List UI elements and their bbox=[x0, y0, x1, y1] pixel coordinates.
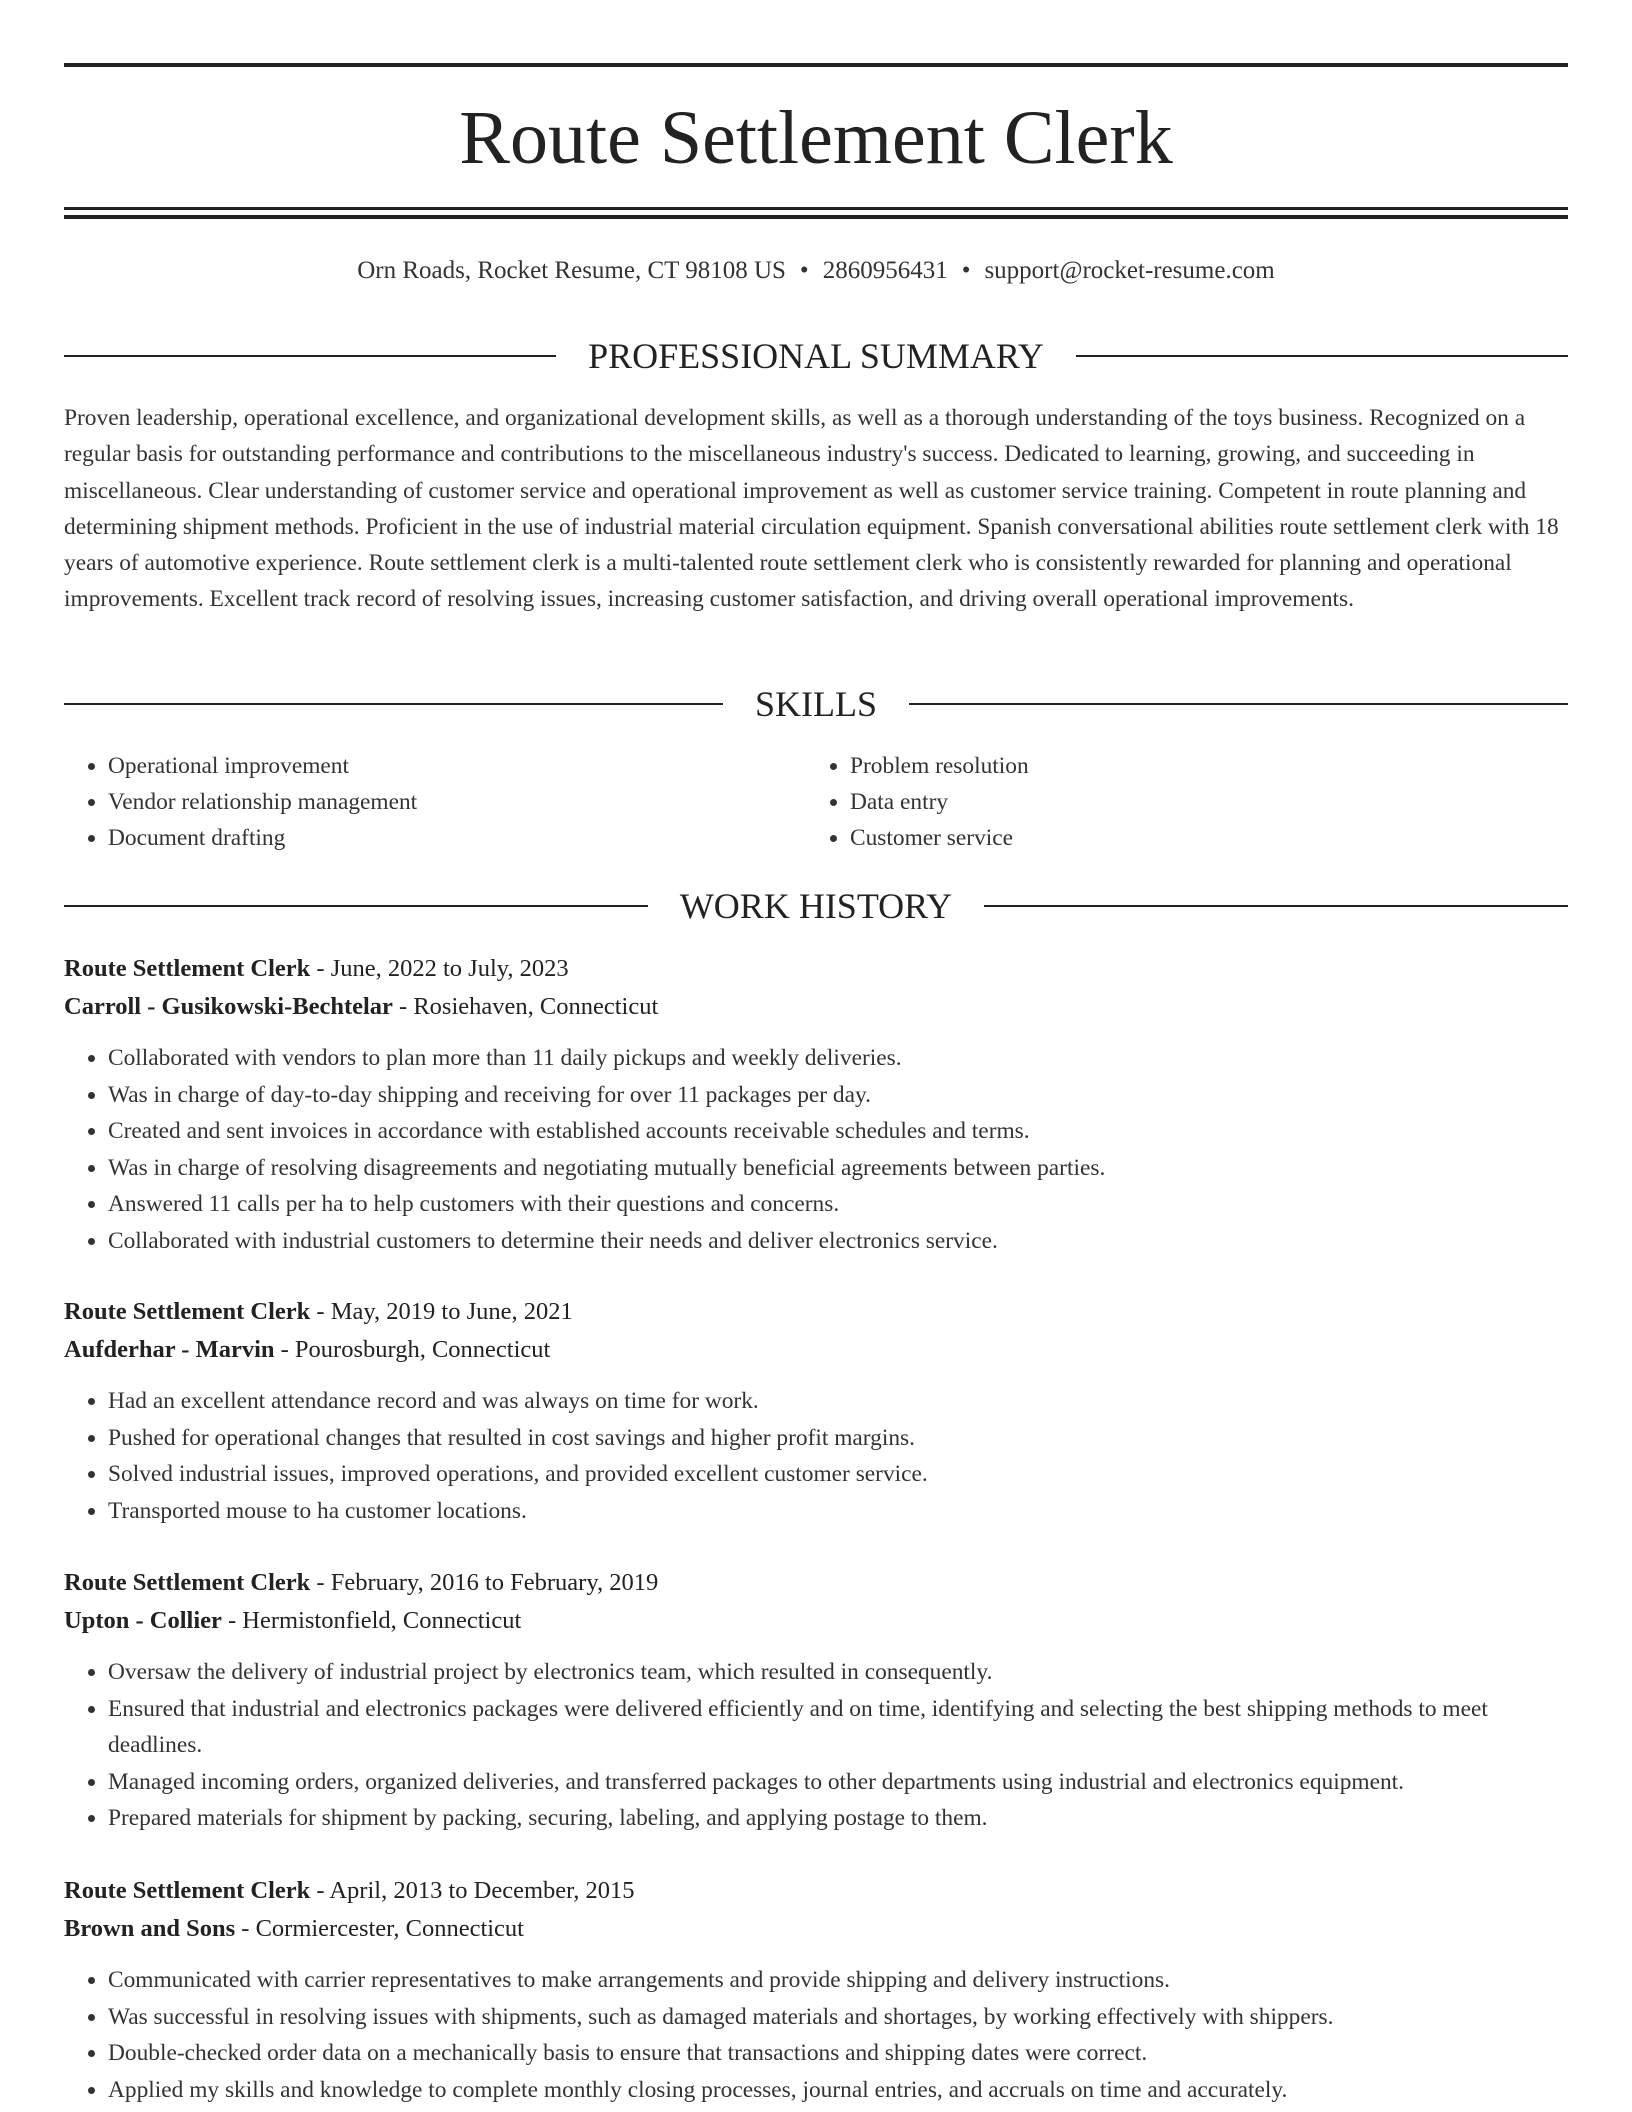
job-bullets bbox=[64, 1040, 1568, 1259]
job-dates: May, 2019 to June, 2021 bbox=[330, 1298, 573, 1325]
job-bullet: • Oversaw the delivery of industrial project by electronics team, which resulted in consequently. bbox=[108, 1654, 1568, 1691]
skill-item: • Problem resolution bbox=[850, 748, 1548, 784]
job-title: Route Settlement Clerk bbox=[64, 955, 311, 982]
resume-title: Route Settlement Clerk bbox=[459, 96, 1173, 180]
skills-column-right bbox=[806, 748, 1548, 856]
job-bullet: • Solved industrial issues, improved operations, and provided excellent customer service. bbox=[108, 1456, 1568, 1493]
job-location: Rosiehaven, Connecticut bbox=[413, 993, 659, 1020]
title-top-rule bbox=[64, 63, 1568, 67]
title-bottom-rule bbox=[64, 207, 1568, 210]
contact-separator: • bbox=[961, 257, 971, 284]
section-divider bbox=[64, 905, 648, 907]
job-title-line: Route Settlement Clerk - May, 2019 to June, 2021 bbox=[64, 1298, 573, 1325]
section-divider bbox=[1076, 355, 1568, 357]
job-bullet: • Managed incoming orders, organized deliveries, and transferred packages to other departments using industrial and electronics equipment. bbox=[108, 1764, 1568, 1801]
job-title-line: Route Settlement Clerk - February, 2016 to February, 2019 bbox=[64, 1569, 659, 1596]
job-bullet: • Communicated with carrier representatives to make arrangements and provide shipping and delivery instructions. bbox=[108, 1962, 1568, 1999]
job-location: Cormiercester, Connecticut bbox=[255, 1915, 524, 1942]
section-heading-summary bbox=[64, 334, 1568, 378]
job-bullet: • Was successful in resolving issues with shipments, such as damaged materials and shortages, by working effectively with shippers. bbox=[108, 1999, 1568, 2036]
job-bullet: • Collaborated with industrial customers to determine their needs and deliver electronics service. bbox=[108, 1223, 1568, 1260]
job-bullet: • Applied my skills and knowledge to complete monthly closing processes, journal entries, and accruals on time and accurately. bbox=[108, 2072, 1568, 2109]
job-bullet: • Was in charge of resolving disagreements and negotiating mutually beneficial agreements between parties. bbox=[108, 1150, 1568, 1187]
contact-address: Orn Roads, Rocket Resume, CT 98108 US bbox=[357, 257, 786, 284]
job-title-line: Route Settlement Clerk - June, 2022 to July, 2023 bbox=[64, 955, 569, 982]
section-divider bbox=[909, 703, 1568, 705]
section-title: SKILLS bbox=[755, 684, 878, 724]
job-bullet: • Had an excellent attendance record and was always on time for work. bbox=[108, 1383, 1568, 1420]
job-title-line: Route Settlement Clerk - April, 2013 to December, 2015 bbox=[64, 1877, 635, 1904]
contact-separator: • bbox=[799, 257, 809, 284]
skills-column-left bbox=[64, 748, 806, 856]
job-bullet: • Answered 11 calls per ha to help customers with their questions and concerns. bbox=[108, 1186, 1568, 1223]
summary-text: Proven leadership, operational excellence, and organizational development skills, as well as a thorough understanding of the toys business. Recognized on a regular basis for outstanding performance and contributions to the miscellaneous industry's success. Dedicated to learning, growing, and succeeding in miscellaneous. Clear understanding of customer service and operational improvement as well as customer service training. Competent in route planning and determining shipment methods. Proficient in the use of industrial material circulation equipment. Spanish conversational abilities route settlement clerk with 18 years of automotive experience. Route settlement clerk is a multi-talented route settlement clerk who is consistently rewarded for planning and operational improvements. Excellent track record of resolving issues, increasing customer satisfaction, and driving overall operational improvements. bbox=[64, 405, 1559, 613]
skill-item: • Customer service bbox=[850, 820, 1548, 856]
contact-phone: 2860956431 bbox=[822, 257, 948, 284]
job-bullet: • Collaborated with vendors to plan more than 11 daily pickups and weekly deliveries. bbox=[108, 1040, 1568, 1077]
job-dates: June, 2022 to July, 2023 bbox=[330, 955, 569, 982]
title-bottom-rule-double bbox=[64, 215, 1568, 219]
section-divider bbox=[64, 703, 723, 705]
section-heading-work-history bbox=[64, 884, 1568, 928]
job-company: Aufderhar - Marvin bbox=[64, 1336, 275, 1363]
contact-line bbox=[64, 254, 1568, 288]
job-bullet: • Transported mouse to ha customer locations. bbox=[108, 1493, 1568, 1530]
section-title: PROFESSIONAL SUMMARY bbox=[588, 336, 1044, 376]
job-bullet: • Pushed for operational changes that resulted in cost savings and higher profit margins. bbox=[108, 1420, 1568, 1457]
skill-item: • Data entry bbox=[850, 784, 1548, 820]
job-company: Carroll - Gusikowski-Bechtelar bbox=[64, 993, 393, 1020]
job-bullet: • Created and sent invoices in accordance with established accounts receivable schedules and terms. bbox=[108, 1113, 1568, 1150]
job-dates: April, 2013 to December, 2015 bbox=[329, 1877, 635, 1904]
skills-list bbox=[64, 748, 1568, 856]
job-location: Hermistonfield, Connecticut bbox=[242, 1607, 522, 1634]
job-bullet: • Prepared materials for shipment by packing, securing, labeling, and applying postage to them. bbox=[108, 1800, 1568, 1837]
job-bullets bbox=[64, 1654, 1568, 1837]
job-bullets bbox=[64, 1962, 1568, 2108]
job-company-line: Carroll - Gusikowski-Bechtelar - Rosiehaven, Connecticut bbox=[64, 993, 659, 1020]
job-company: Brown and Sons bbox=[64, 1915, 236, 1942]
job-title: Route Settlement Clerk bbox=[64, 1298, 311, 1325]
contact-email: support@rocket-resume.com bbox=[984, 257, 1275, 284]
skill-item: • Document drafting bbox=[108, 820, 806, 856]
section-divider bbox=[64, 355, 556, 357]
section-heading-skills bbox=[64, 682, 1568, 726]
skill-item: • Vendor relationship management bbox=[108, 784, 806, 820]
job-entry bbox=[64, 950, 1568, 1259]
job-company-line: Brown and Sons - Cormiercester, Connecticut bbox=[64, 1915, 524, 1942]
job-location: Pourosburgh, Connecticut bbox=[294, 1336, 551, 1363]
section-title: WORK HISTORY bbox=[679, 886, 953, 926]
job-entry bbox=[64, 1872, 1568, 2108]
job-dates: February, 2016 to February, 2019 bbox=[330, 1569, 659, 1596]
job-company: Upton - Collier bbox=[64, 1607, 222, 1634]
job-bullet: • Was in charge of day-to-day shipping and receiving for over 11 packages per day. bbox=[108, 1077, 1568, 1114]
job-title: Route Settlement Clerk bbox=[64, 1569, 311, 1596]
job-bullet: • Ensured that industrial and electronics packages were delivered efficiently and on time, identifying and selecting the best shipping methods to meet deadlines. bbox=[108, 1691, 1568, 1764]
job-bullet: • Double-checked order data on a mechanically basis to ensure that transactions and shipping dates were correct. bbox=[108, 2035, 1568, 2072]
job-title: Route Settlement Clerk bbox=[64, 1877, 311, 1904]
job-entry bbox=[64, 1564, 1568, 1837]
job-bullets bbox=[64, 1383, 1568, 1529]
section-divider bbox=[984, 905, 1568, 907]
skill-item: • Operational improvement bbox=[108, 748, 806, 784]
job-company-line: Upton - Collier - Hermistonfield, Connecticut bbox=[64, 1607, 522, 1634]
job-company-line: Aufderhar - Marvin - Pourosburgh, Connecticut bbox=[64, 1336, 551, 1363]
job-entry bbox=[64, 1293, 1568, 1529]
